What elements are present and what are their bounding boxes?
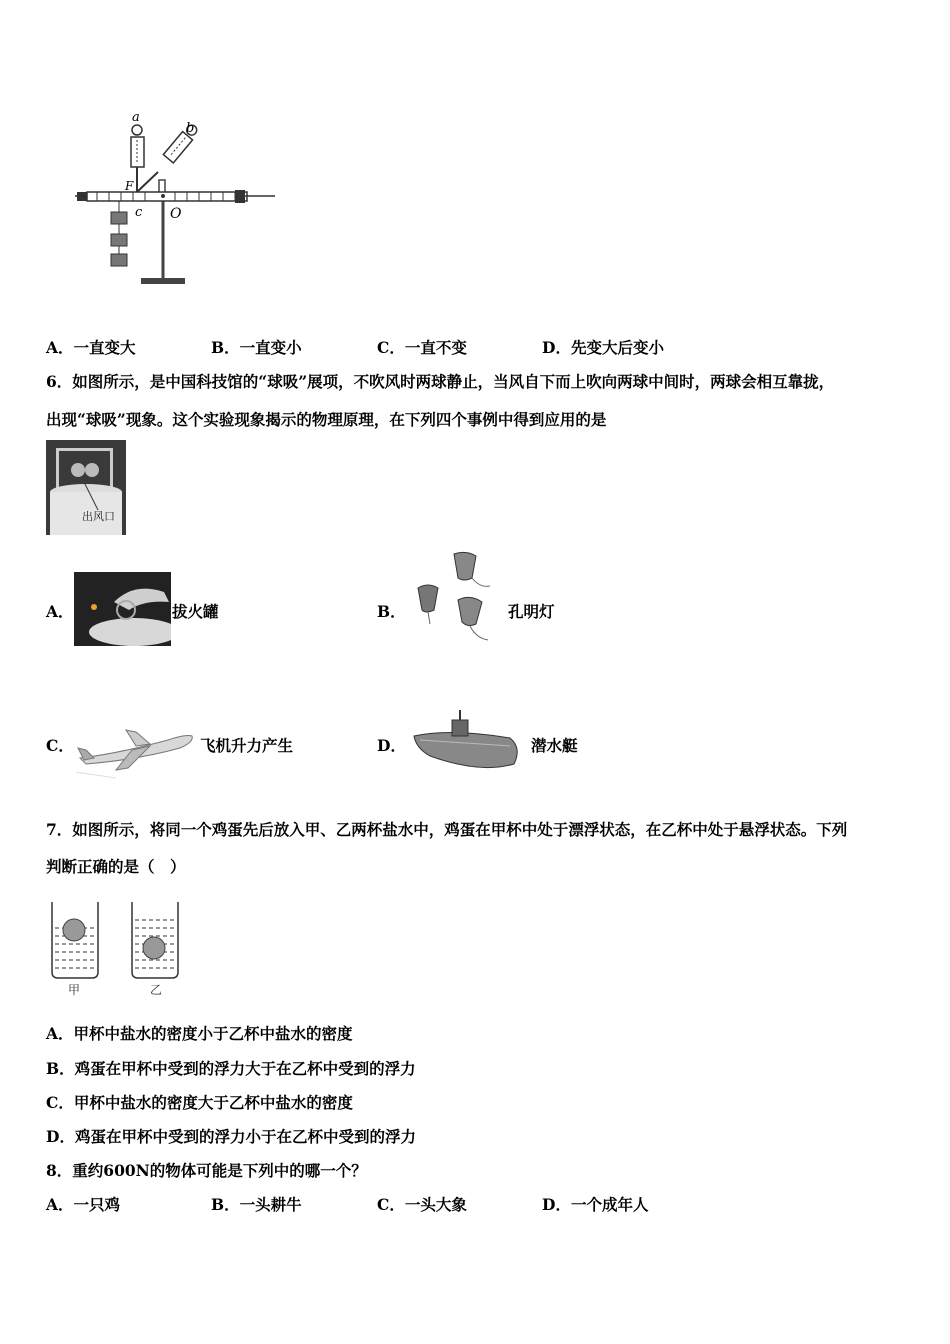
beakers-figure <box>46 898 186 998</box>
sky-lantern-image <box>410 548 500 648</box>
q6-stem-line1: 6．如图所示，是中国科技馆的“球吸”展项，不吹风时两球静止，当风自下而上吹向两球中间时，两球会相互靠拢， <box>46 372 835 391</box>
q5-option-a: A．一直变大 <box>46 338 136 357</box>
airplane-image <box>76 712 198 780</box>
q6-option-b-text: 孔明灯 <box>508 602 555 621</box>
q6-option-a-letter: A． <box>46 602 74 621</box>
q8-option-d: D．一个成年人 <box>542 1195 649 1214</box>
label-a: a <box>132 110 140 125</box>
q6-stem-line2: 出现“球吸”现象。这个实验现象揭示的物理原理，在下列四个事例中得到应用的是 <box>46 410 607 429</box>
q8-option-c: C．一头大象 <box>377 1195 467 1214</box>
q7-option-d: D．鸡蛋在甲杯中受到的浮力小于在乙杯中受到的浮力 <box>46 1127 416 1146</box>
q6-option-a-text: 拔火罐 <box>172 602 219 621</box>
q7-option-b: B．鸡蛋在甲杯中受到的浮力大于在乙杯中受到的浮力 <box>46 1059 416 1078</box>
ball-suction-photo <box>46 440 126 535</box>
lever-figure <box>75 110 275 290</box>
q7-stem-line2: 判断正确的是（ ） <box>46 857 186 876</box>
q8-stem: 8．重约600N的物体可能是下列中的哪一个？ <box>46 1161 367 1180</box>
outlet-label: 出风口 <box>82 510 115 523</box>
cupping-photo <box>74 572 171 646</box>
q5-option-d: D．先变大后变小 <box>542 338 664 357</box>
q7-option-c: C．甲杯中盐水的密度大于乙杯中盐水的密度 <box>46 1093 353 1112</box>
q6-option-c-text: 飞机升力产生 <box>200 736 294 755</box>
q5-option-c: C．一直不变 <box>377 338 467 357</box>
q8-option-b: B．一头耕牛 <box>211 1195 302 1214</box>
q7-option-a: A．甲杯中盐水的密度小于乙杯中盐水的密度 <box>46 1024 353 1043</box>
q8-option-a: A．一只鸡 <box>46 1195 121 1214</box>
q7-stem-line1: 7．如图所示，将同一个鸡蛋先后放入甲、乙两杯盐水中，鸡蛋在甲杯中处于漂浮状态，在乙杯中处于悬浮状态。下列 <box>46 820 848 839</box>
label-b: b <box>186 121 195 136</box>
label-O: O <box>170 206 182 222</box>
label-F: F <box>125 179 134 193</box>
q5-option-b: B．一直变小 <box>211 338 302 357</box>
beaker-label-yi: 乙 <box>150 983 163 997</box>
q6-option-d-text: 潜水艇 <box>531 736 578 755</box>
q6-option-b-letter: B． <box>377 602 406 621</box>
label-c: c <box>135 205 143 220</box>
submarine-image <box>410 708 522 780</box>
q6-option-d-letter: D． <box>377 736 406 755</box>
beaker-label-jia: 甲 <box>68 983 81 997</box>
q6-option-c-letter: C． <box>46 736 74 755</box>
